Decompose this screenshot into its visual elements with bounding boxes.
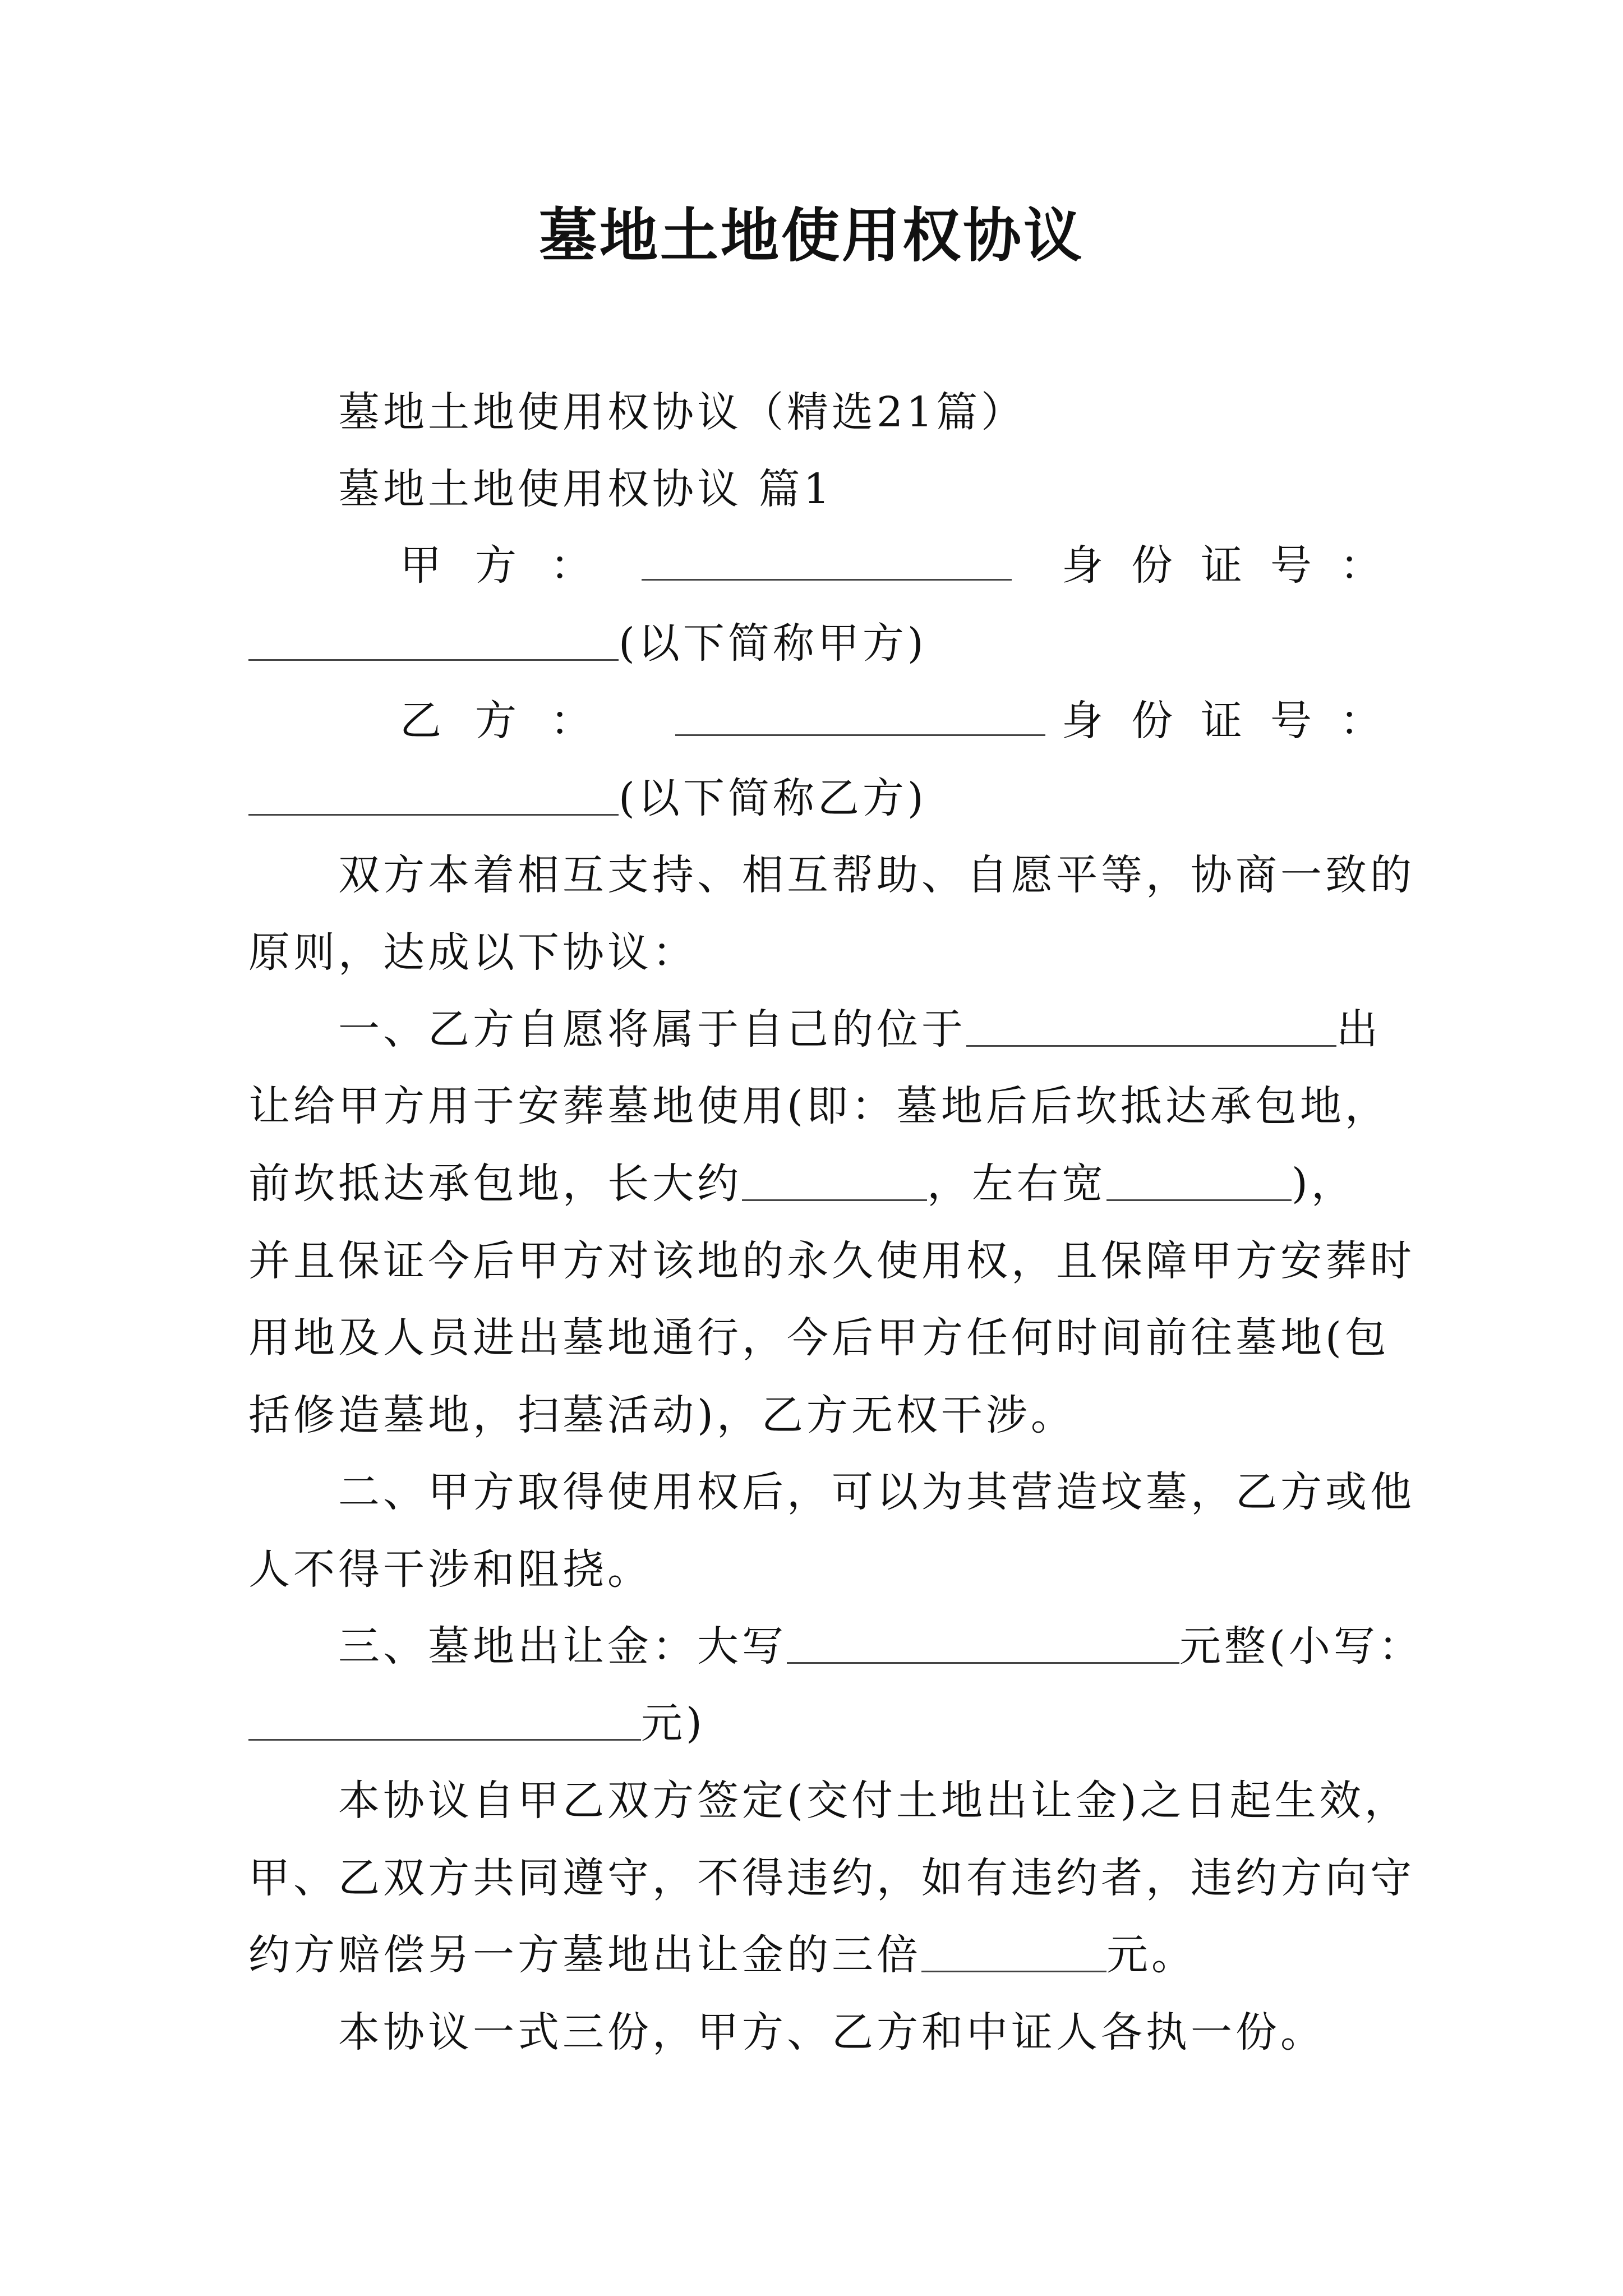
party-a-label: 甲 方 ：: [400, 541, 592, 590]
copies-line: 本协议一式三份，甲方、乙方和中证人各执一份。: [338, 2008, 1325, 2056]
clause-2-line-1: 二、甲方取得使用权后，可以为其营造坟墓，乙方或他: [338, 1468, 1415, 1516]
clause-3-line-1: 三、墓地出让金：大写 元整(小写：: [248, 1618, 1471, 1674]
effect-line-2: 甲、乙双方共同遵守，不得违约，如有违约者，违约方向守: [248, 1854, 1415, 1902]
intro-line-2: 原则，达成以下协议：: [248, 928, 697, 977]
party-b-suffix: (以下简称乙方): [619, 774, 927, 822]
location-blank: [966, 1004, 1336, 1047]
clause-1-line-4: 并且保证今后甲方对该地的永久使用权，且保障甲方安葬时: [248, 1237, 1415, 1285]
amount-words-blank: [787, 1621, 1179, 1664]
party-b-id-blank: [248, 772, 619, 816]
clause-1-line-6: 括修造墓地，扫墓活动)，乙方无权干涉。: [248, 1391, 1076, 1439]
clause-1-line-2: 让给甲方用于安葬墓地使用(即：墓地后后坎抵达承包地，: [248, 1082, 1390, 1130]
clause-1-line-1: 一、乙方自愿将属于自己的位于 出: [248, 1001, 1471, 1057]
section-heading: 墓地土地使用权协议 篇1: [338, 465, 833, 513]
width-blank: [1106, 1158, 1292, 1201]
clause-1-line-5: 用地及人员进出墓地通行，今后甲方任何时间前往墓地(包: [248, 1314, 1390, 1362]
party-b-id-label: 身 份 证 号 ：: [1062, 697, 1381, 745]
clause-1-line-3: 前坎抵达承包地，长大约 ，左右宽 )，: [248, 1156, 1381, 1212]
party-b-id-row: [248, 770, 1381, 826]
party-a-name-blank: [642, 537, 1012, 581]
subtitle: 墓地土地使用权协议（精选21篇）: [338, 388, 1026, 436]
party-b-name-blank: [675, 693, 1045, 736]
penalty-blank: [921, 1929, 1106, 1972]
amount-digits-blank: [248, 1697, 641, 1741]
party-a-row: [248, 537, 1381, 593]
party-a-id-blank: [248, 618, 619, 661]
intro-line-1: 双方本着相互支持、相互帮助、自愿平等，协商一致的: [338, 851, 1415, 899]
effect-line-1: 本协议自甲乙双方签定(交付土地出让金)之日起生效，: [338, 1777, 1409, 1825]
clause-2-line-2: 人不得干涉和阻挠。: [248, 1545, 652, 1594]
document-title: 墓地土地使用权协议: [538, 201, 1084, 270]
party-a-id-row: [248, 615, 1381, 671]
length-blank: [742, 1158, 927, 1201]
effect-line-3: 约方赔偿另一方墓地出让金的三倍 元。: [248, 1927, 1381, 1983]
clause-3-line-2: 元): [248, 1695, 1381, 1751]
party-a-suffix: (以下简称甲方): [619, 619, 927, 668]
party-b-label: 乙 方 ：: [400, 697, 592, 745]
party-b-row: [248, 693, 1381, 749]
party-a-id-label: 身 份 证 号 ：: [1062, 541, 1381, 590]
